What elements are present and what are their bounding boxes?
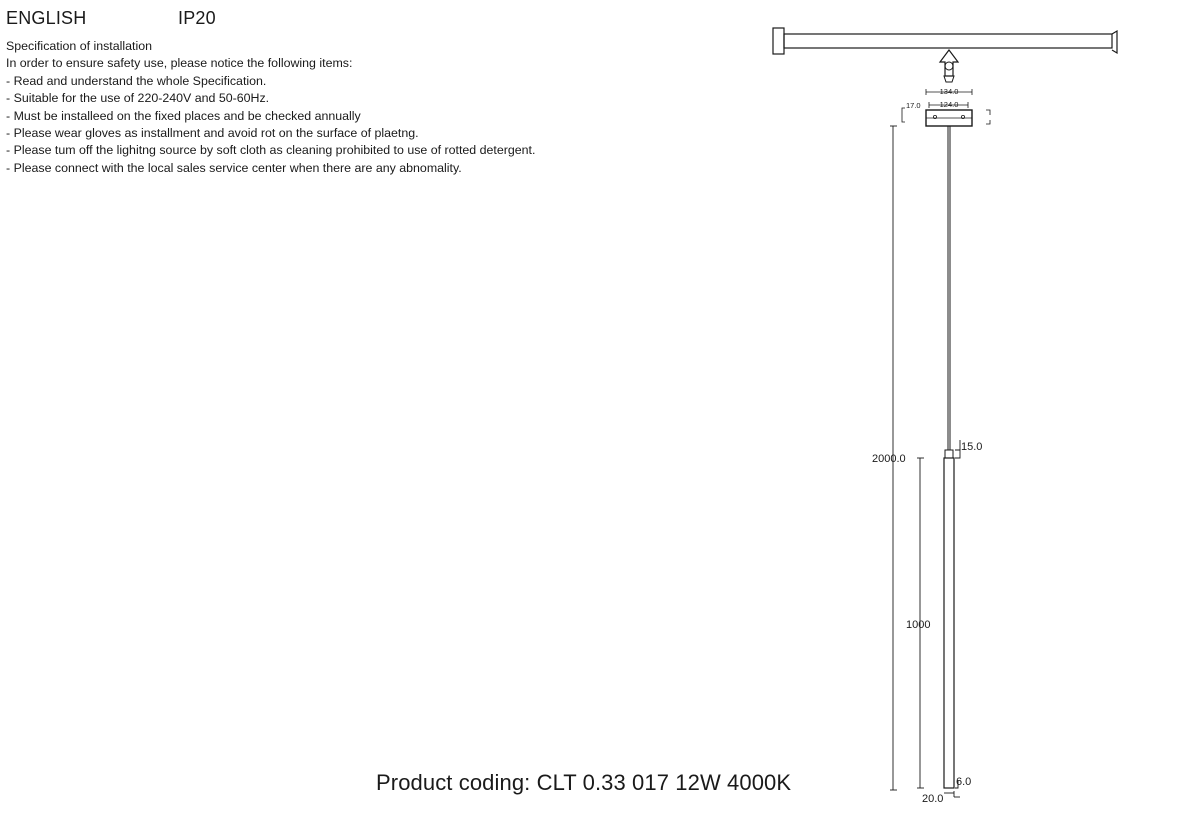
language-label: ENGLISH bbox=[6, 8, 87, 28]
spec-item: - Must be installeed on the fixed places and be checked annually bbox=[6, 108, 361, 123]
spec-intro: In order to ensure safety use, please notice the following items: bbox=[6, 56, 353, 71]
spec-item: - Suitable for the use of 220-240V and 50-60Hz. bbox=[6, 91, 270, 106]
total-height-label: 2000.0 bbox=[872, 453, 906, 465]
track-adapter bbox=[926, 110, 972, 126]
tube-length-label: 1000 bbox=[906, 619, 931, 631]
adapter-height-dim: 17.0 bbox=[906, 101, 921, 110]
up-arrow-icon bbox=[940, 50, 958, 82]
spec-item: - Please connect with the local sales service center when there are any abnomality. bbox=[6, 160, 462, 175]
spec-title: Specification of installation bbox=[6, 39, 153, 53]
spec-item: - Read and understand the whole Specification. bbox=[6, 73, 267, 88]
adapter-inner-dim: 124.0 bbox=[939, 100, 959, 109]
tube-top-label: 15.0 bbox=[961, 441, 983, 453]
tube-top-dimension bbox=[955, 440, 960, 458]
ip-rating-label: IP20 bbox=[178, 8, 216, 28]
tube-bottom-label: 6.0 bbox=[956, 776, 972, 788]
spec-item: - Please wear gloves as installment and avoid rot on the surface of plaetng. bbox=[6, 126, 419, 141]
lamp-tube bbox=[944, 450, 954, 788]
track-rail bbox=[773, 28, 1117, 54]
spec-item: - Please tum off the lighitng source by soft cloth as cleaning prohibited to use of rotted detergent. bbox=[6, 143, 536, 158]
adapter-outer-dim: 134.0 bbox=[939, 87, 959, 96]
suspension-cable bbox=[948, 126, 950, 450]
tube-width-label: 20.0 bbox=[922, 793, 944, 805]
product-coding: Product coding: CLT 0.33 017 12W 4000K bbox=[376, 770, 792, 795]
